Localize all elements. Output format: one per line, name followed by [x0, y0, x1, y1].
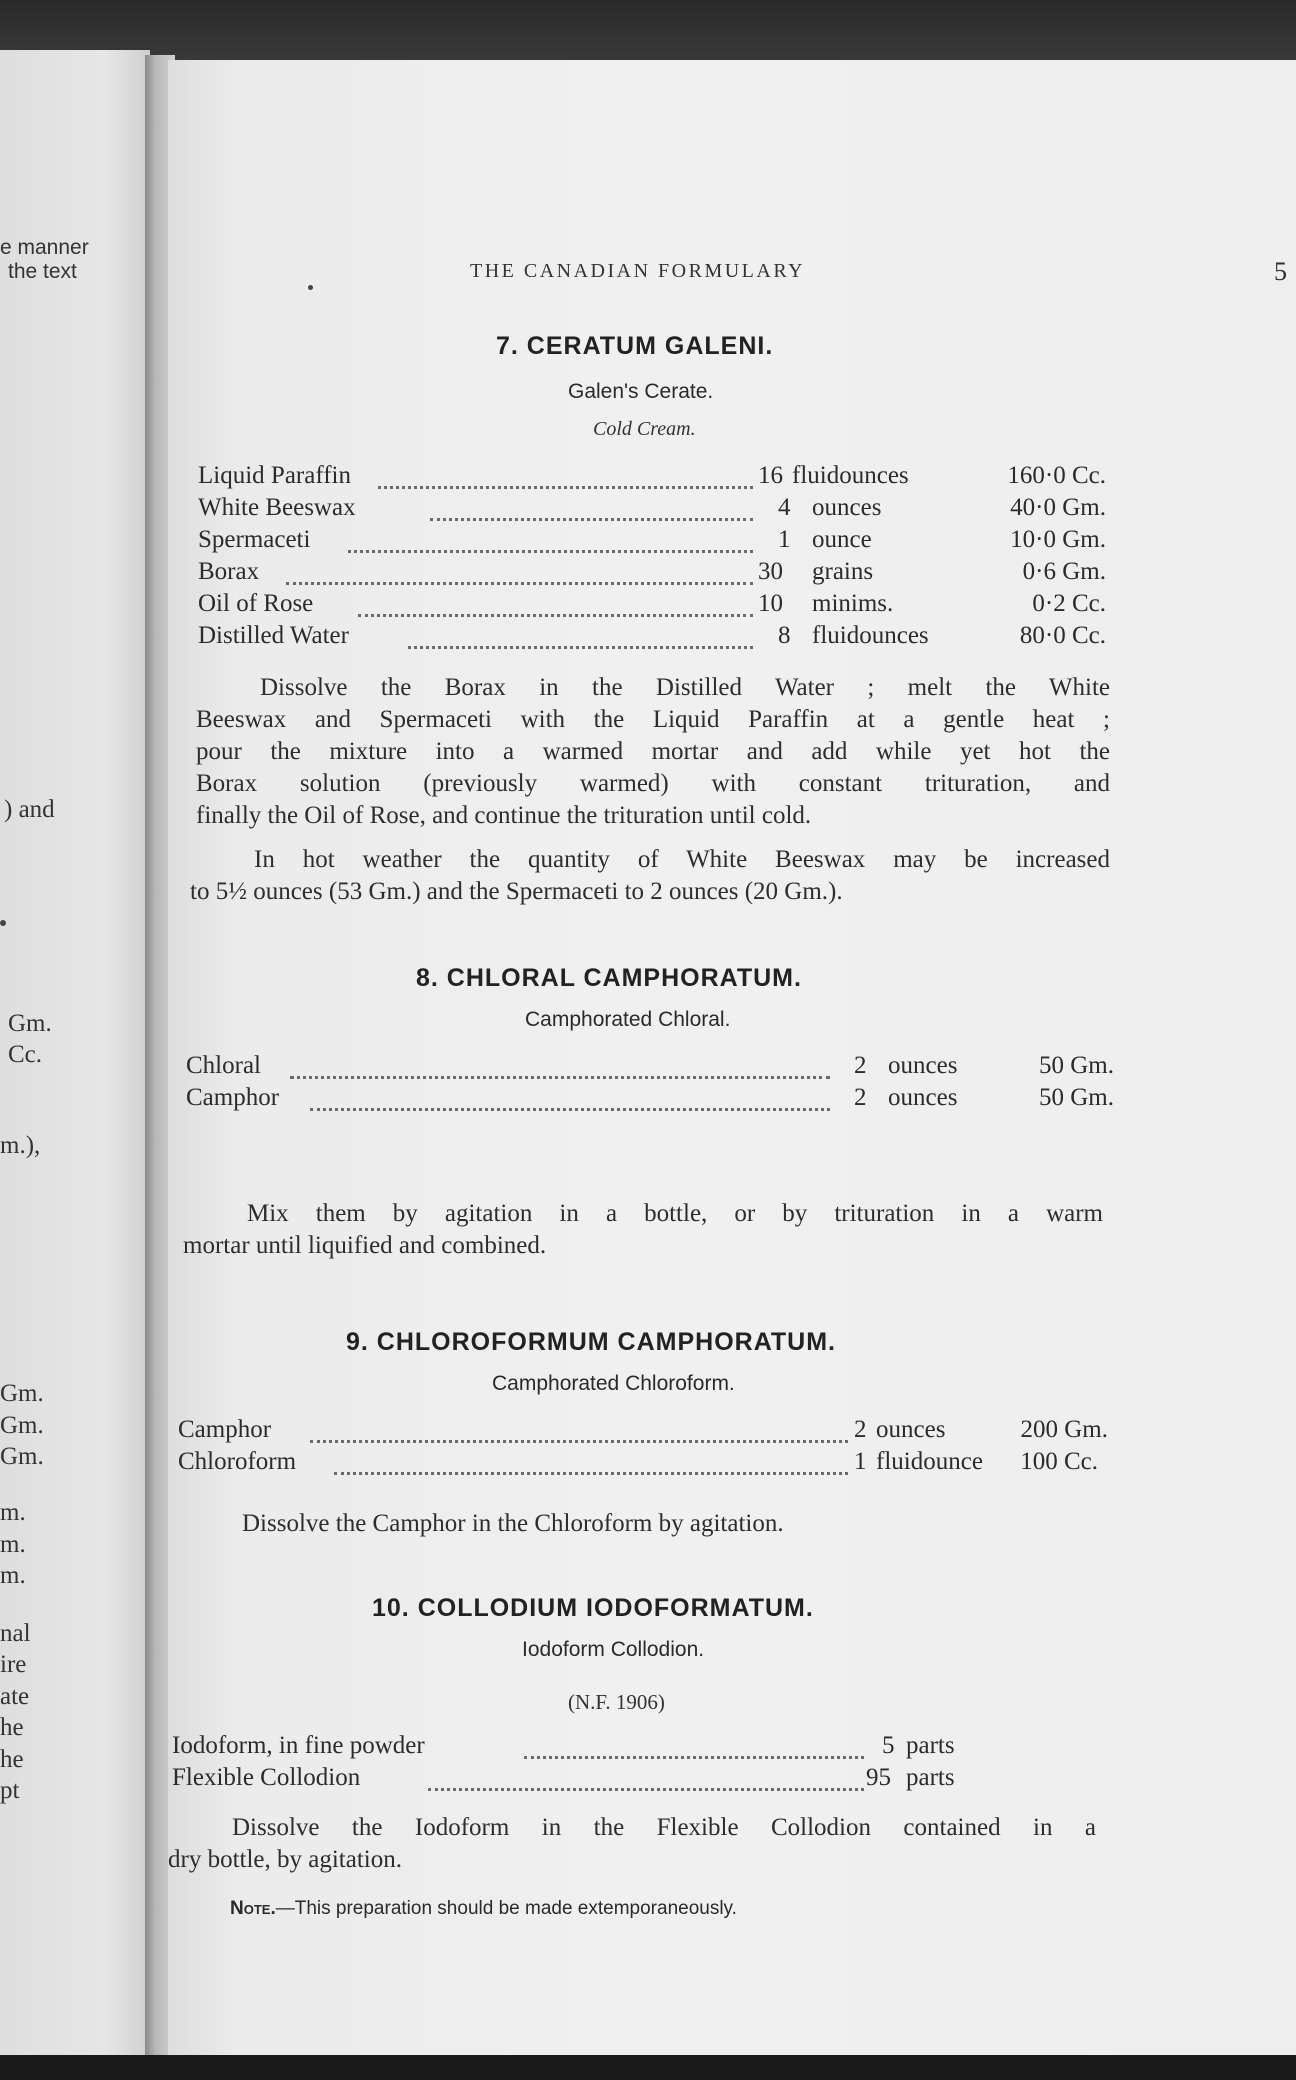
ingredient-unit: fluidounces [812, 622, 929, 649]
section-title: 9. CHLOROFORMUM CAMPHORATUM. [346, 1328, 836, 1356]
ingredient-unit: grains [812, 558, 874, 585]
ingredient-unit: ounce [812, 526, 872, 553]
page-number: 5 [1274, 257, 1287, 286]
dot-leader [310, 1440, 848, 1443]
dot-leader [290, 1076, 830, 1079]
ingredient-unit: fluidounces [792, 462, 909, 489]
section-subtitle: Galen's Cerate. [568, 380, 714, 403]
ingredient-row [178, 1416, 1258, 1446]
facing-page-fragment: ) and [4, 796, 55, 823]
ingredient-row [198, 526, 1278, 556]
scan-top-edge [0, 0, 1296, 65]
paragraph-line: Borax solution (previously warmed) with constant trituration, and [196, 770, 1110, 797]
ingredient-name: Chloroform [178, 1448, 297, 1475]
paragraph-line: Mix them by agitation in a bottle, or by trituration in a warm [247, 1200, 1103, 1227]
facing-page-fragment: the text [8, 260, 77, 283]
paragraph-line: Beeswax and Spermaceti with the Liquid Paraffin at a gentle heat ; [196, 706, 1110, 733]
facing-page-fragment: Gm. [0, 1380, 44, 1407]
ingredient-unit: ounces [876, 1416, 946, 1443]
ingredient-row [172, 1732, 1252, 1762]
facing-page [0, 50, 150, 2060]
facing-page-fragment: he [0, 1714, 24, 1741]
ingredient-unit: parts [906, 1732, 955, 1759]
facing-page-fragment: Cc. [8, 1041, 43, 1068]
ingredient-name: Spermaceti [198, 526, 311, 553]
facing-page-fragment: pt [0, 1777, 20, 1804]
ingredient-quantity: 1 [854, 1448, 867, 1475]
ingredient-table [186, 1052, 1266, 1116]
running-head: THE CANADIAN FORMULARY [470, 260, 806, 282]
paragraph [190, 844, 1110, 908]
ingredient-unit: parts [906, 1764, 955, 1791]
ingredient-metric: 80·0 Cc. [1019, 622, 1106, 649]
ingredient-metric: 50 Gm. [1039, 1084, 1114, 1111]
ingredient-row [186, 1084, 1266, 1114]
section-subtitle: Camphorated Chloral. [525, 1008, 731, 1031]
ingredient-unit: ounces [888, 1084, 958, 1111]
ingredient-name: Distilled Water [198, 622, 349, 649]
dot-leader [408, 646, 753, 649]
section-title: 8. CHLORAL CAMPHORATUM. [416, 964, 802, 992]
section-title: 7. CERATUM GALENI. [496, 332, 774, 360]
ingredient-row [198, 494, 1278, 524]
ingredient-name: Camphor [178, 1416, 272, 1443]
ingredient-quantity: 10 [758, 590, 783, 617]
dot-leader [286, 582, 753, 585]
main-page [168, 60, 1296, 2055]
ingredient-row [198, 622, 1278, 652]
scan-bottom-edge [0, 2055, 1296, 2080]
ingredient-metric: 100 Cc. [1020, 1448, 1098, 1475]
facing-page-fragment: e manner [0, 236, 89, 259]
ingredient-name: Flexible Collodion [172, 1764, 361, 1791]
dot-leader [524, 1756, 864, 1759]
stray-mark [308, 285, 313, 290]
dot-leader [310, 1108, 830, 1111]
paragraph-line: In hot weather the quantity of White Beeswax may be increased [254, 846, 1110, 873]
note-text: —This preparation should be made extemporaneously. [275, 1898, 737, 1919]
ingredient-row [172, 1764, 1252, 1794]
dot-leader [378, 486, 753, 489]
paragraph-line: to 5½ ounces (53 Gm.) and the Spermaceti to 2 ounces (20 Gm.). [190, 878, 843, 905]
paragraph-line: mortar until liquified and combined. [183, 1232, 547, 1259]
ingredient-quantity: 2 [854, 1052, 867, 1079]
paragraph [168, 1812, 1096, 1876]
paragraph [242, 1508, 1112, 1540]
section-subtitle: Camphorated Chloroform. [492, 1372, 735, 1395]
paragraph-line: Dissolve the Borax in the Distilled Water ; melt the White [260, 674, 1110, 701]
ingredient-unit: fluidounce [876, 1448, 983, 1475]
ingredient-quantity: 5 [882, 1732, 895, 1759]
ingredient-quantity: 2 [854, 1084, 867, 1111]
ingredient-name: Iodoform, in fine powder [172, 1732, 425, 1759]
facing-page-fragment: m. [0, 1499, 26, 1526]
ingredient-name: Borax [198, 558, 260, 585]
paragraph [183, 1198, 1103, 1262]
facing-page-fragment: ate [0, 1683, 30, 1710]
ingredient-row [198, 558, 1278, 588]
ingredient-quantity: 1 [778, 526, 791, 553]
facing-page-fragment: Gm. [0, 1443, 44, 1470]
ingredient-unit: ounces [812, 494, 882, 521]
dot-leader [358, 614, 753, 617]
stray-mark [0, 920, 6, 926]
ingredient-metric: 0·2 Cc. [1032, 590, 1106, 617]
dot-leader [430, 518, 753, 521]
section-alt-name: Cold Cream. [593, 418, 696, 440]
facing-page-fragment: he [0, 1746, 24, 1773]
note-label: Note. [230, 1898, 276, 1919]
ingredient-table [178, 1416, 1258, 1480]
ingredient-name: Liquid Paraffin [198, 462, 351, 489]
ingredient-metric: 40·0 Gm. [1010, 494, 1106, 521]
facing-page-fragment: m. [0, 1562, 26, 1589]
paragraph-line: Dissolve the Iodoform in the Flexible Collodion contained in a [232, 1814, 1096, 1841]
paragraph-line: dry bottle, by agitation. [168, 1846, 402, 1873]
ingredient-metric: 160·0 Cc. [1007, 462, 1106, 489]
facing-page-fragment: ire [0, 1651, 27, 1678]
ingredient-row [178, 1448, 1258, 1478]
note [230, 1898, 737, 1920]
ingredient-metric: 10·0 Gm. [1010, 526, 1106, 553]
paragraph-line: pour the mixture into a warmed mortar and add while yet hot the [196, 738, 1110, 765]
ingredient-name: Camphor [186, 1084, 280, 1111]
facing-page-fragment: Gm. [0, 1412, 44, 1439]
ingredient-row [198, 462, 1278, 492]
ingredient-name: Oil of Rose [198, 590, 314, 617]
ingredient-quantity: 95 [866, 1764, 891, 1791]
ingredient-unit: ounces [888, 1052, 958, 1079]
dot-leader [348, 550, 753, 553]
facing-page-fragment: nal [0, 1620, 31, 1647]
ingredient-quantity: 30 [758, 558, 783, 585]
ingredient-quantity: 2 [854, 1416, 867, 1443]
paragraph-line: finally the Oil of Rose, and continue the trituration until cold. [196, 802, 812, 829]
ingredient-table [198, 462, 1278, 649]
ingredient-quantity: 8 [778, 622, 791, 649]
section-title: 10. COLLODIUM IODOFORMATUM. [372, 1594, 814, 1622]
ingredient-metric: 200 Gm. [1020, 1416, 1108, 1443]
ingredient-row [186, 1052, 1266, 1082]
dot-leader [428, 1788, 864, 1791]
dot-leader [334, 1472, 848, 1475]
section-subtitle: Iodoform Collodion. [522, 1638, 705, 1661]
ingredient-quantity: 4 [778, 494, 791, 521]
ingredient-quantity: 16 [758, 462, 783, 489]
facing-page-fragment: m.), [0, 1132, 41, 1159]
ingredient-name: White Beeswax [198, 494, 356, 521]
paragraph-line: Dissolve the Camphor in the Chloroform by agitation. [242, 1510, 784, 1537]
ingredient-table [172, 1732, 1252, 1796]
ingredient-unit: minims. [812, 590, 894, 617]
ingredient-metric: 0·6 Gm. [1022, 558, 1106, 585]
facing-page-fragment: m. [0, 1531, 26, 1558]
ingredient-metric: 50 Gm. [1039, 1052, 1114, 1079]
ingredient-name: Chloral [186, 1052, 261, 1079]
ingredient-row [198, 590, 1278, 620]
facing-page-fragment: Gm. [8, 1010, 52, 1037]
edition-reference: (N.F. 1906) [568, 1690, 665, 1714]
paragraph [196, 672, 1110, 832]
